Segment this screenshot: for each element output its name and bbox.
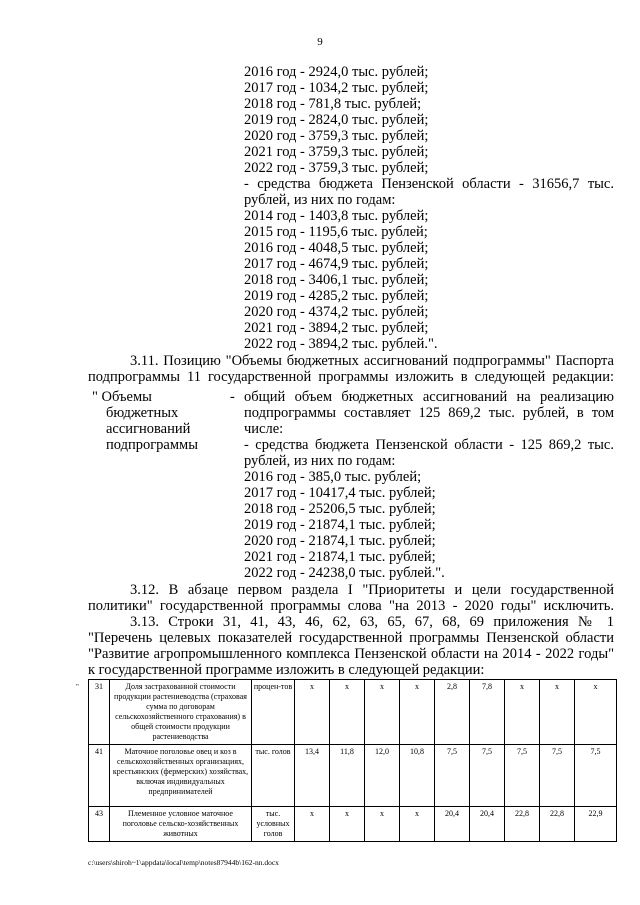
value-cell: x (330, 680, 365, 745)
budget-line: рублей, из них по годам: (244, 192, 396, 208)
value-cell: 7,5 (470, 745, 505, 807)
unit-cell: процен-тов (252, 680, 295, 745)
value-cell: 10,8 (400, 745, 435, 807)
list-item: 2015 год - 1195,6 тыс. рублей; (244, 224, 428, 240)
paragraph-3-13: 3.13. Строки 31, 41, 43, 46, 62, 63, 65, 67, 68, 69 приложения № 1 (130, 614, 614, 630)
value-cell: x (330, 807, 365, 842)
row-number: 43 (89, 807, 110, 842)
paragraph-3-11-cont: подпрограммы 11 государственной программы изложить в следующей редакции: (88, 369, 614, 385)
value-cell: x (400, 807, 435, 842)
page-number: 9 (317, 36, 323, 48)
paragraph-3-12: 3.12. В абзаце первом раздела I "Приоритеты и цели государственной (130, 582, 614, 598)
indicator-name: Племенное условное маточное поголовье сельско-хозяйственных животных (110, 807, 252, 842)
list-item: 2017 год - 10417,4 тыс. рублей; (244, 485, 436, 501)
list-item: 2018 год - 781,8 тыс. рублей; (244, 96, 422, 112)
value-cell: 22,9 (575, 807, 617, 842)
list-item: 2017 год - 4674,9 тыс. рублей; (244, 256, 429, 272)
paragraph-3-13-cont: "Перечень целевых показателей государственной программы Пензенской области (88, 630, 614, 646)
value-cell: 11,8 (330, 745, 365, 807)
value-cell: 20,4 (470, 807, 505, 842)
list-item: 2017 год - 1034,2 тыс. рублей; (244, 80, 429, 96)
table-row (89, 680, 617, 745)
budget-line: - средства бюджета Пензенской области - 31656,7 тыс. (244, 176, 614, 192)
list-item: 2019 год - 4285,2 тыс. рублей; (244, 288, 429, 304)
row-number: 31 (89, 680, 110, 745)
list-item: 2020 год - 4374,2 тыс. рублей; (244, 304, 429, 320)
list-item: 2020 год - 3759,3 тыс. рублей; (244, 128, 429, 144)
list-item: 2022 год - 24238,0 тыс. рублей.". (244, 565, 445, 581)
indicator-name: Маточное поголовье овец и коз в сельскохозяйственных организациях, крестьянских (фермерских) хозяйствах, включая индивидуальных предпринимателей (110, 745, 252, 807)
paragraph-3-13-cont: к государственной программе изложить в следующей редакции: (88, 662, 485, 678)
value-cell: x (295, 680, 330, 745)
value-cell: 12,0 (365, 745, 400, 807)
value-cell: 7,8 (470, 680, 505, 745)
value-cell: x (400, 680, 435, 745)
list-item: 2014 год - 1403,8 тыс. рублей; (244, 208, 429, 224)
passport-dash: - (230, 389, 235, 405)
paragraph-3-13-cont: "Развитие агропромышленного комплекса Пензенской области на 2014 - 2022 годы" (88, 646, 614, 662)
list-item: 2021 год - 3759,3 тыс. рублей; (244, 144, 429, 160)
file-path-footer: c:\users\shiroh~1\appdata\local\temp\notes87944b\162-nn.docx (88, 858, 279, 867)
value-cell: 22,8 (540, 807, 575, 842)
list-item: 2016 год - 2924,0 тыс. рублей; (244, 64, 429, 80)
indicator-table (88, 679, 617, 842)
table-row (89, 745, 617, 807)
list-item: 2022 год - 3759,3 тыс. рублей; (244, 160, 429, 176)
list-item: 2016 год - 4048,5 тыс. рублей; (244, 240, 429, 256)
value-cell: x (540, 680, 575, 745)
value-cell: 22,8 (505, 807, 540, 842)
row-number: 41 (89, 745, 110, 807)
value-cell: 7,5 (575, 745, 617, 807)
unit-cell: тыс. голов (252, 745, 295, 807)
value-cell: x (365, 807, 400, 842)
value-cell: 7,5 (435, 745, 470, 807)
value-cell: x (295, 807, 330, 842)
value-cell: 2,8 (435, 680, 470, 745)
value-cell: 7,5 (540, 745, 575, 807)
list-item: 2018 год - 25206,5 тыс. рублей; (244, 501, 436, 517)
list-item: 2018 год - 3406,1 тыс. рублей; (244, 272, 429, 288)
list-item: 2020 год - 21874,1 тыс. рублей; (244, 533, 436, 549)
value-cell: 7,5 (505, 745, 540, 807)
paragraph-3-12-cont: политики" государственной программы слова "на 2013 - 2020 годы" исключить. (88, 598, 614, 614)
indicator-name: Доля застрахованной стоимости продукции растениеводства (страховая сумма по договорам сельскохозяйственного страхования) в общей стоимости продукции растениеводства (110, 680, 252, 745)
list-item: 2019 год - 21874,1 тыс. рублей; (244, 517, 436, 533)
paragraph-3-11: 3.11. Позицию "Объемы бюджетных ассигнований подпрограммы" Паспорта (130, 353, 614, 369)
list-item: 2019 год - 2824,0 тыс. рублей; (244, 112, 429, 128)
list-item: 2016 год - 385,0 тыс. рублей; (244, 469, 422, 485)
value-cell: 13,4 (295, 745, 330, 807)
value-cell: x (505, 680, 540, 745)
value-cell: x (365, 680, 400, 745)
list-item: 2021 год - 21874,1 тыс. рублей; (244, 549, 436, 565)
unit-cell: тыс. условных голов (252, 807, 295, 842)
list-item: 2021 год - 3894,2 тыс. рублей; (244, 320, 429, 336)
table-open-quote: " (76, 683, 79, 691)
value-cell: 20,4 (435, 807, 470, 842)
list-item: 2022 год - 3894,2 тыс. рублей.". (244, 336, 438, 352)
table-row (89, 807, 617, 842)
value-cell: x (575, 680, 617, 745)
